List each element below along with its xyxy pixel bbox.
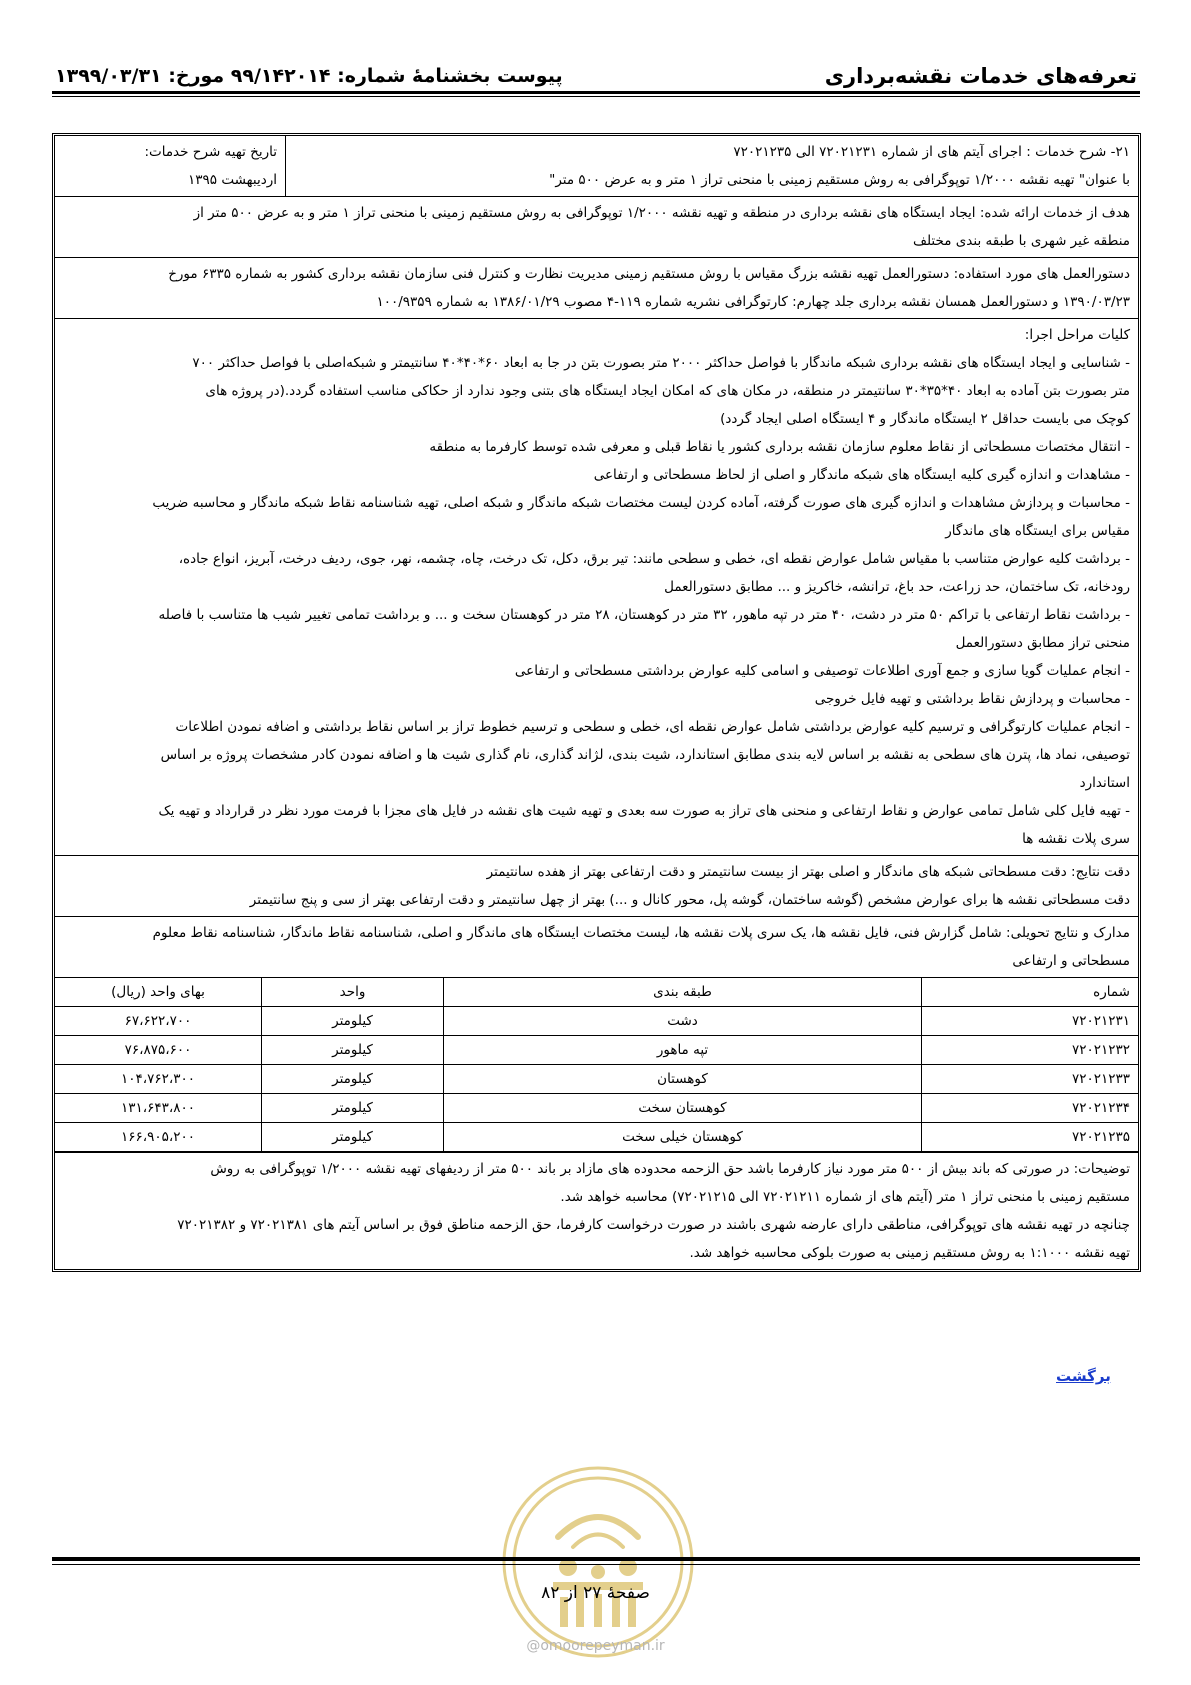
header-number: شماره xyxy=(922,978,1139,1007)
step-line: مقیاس برای ایستگاه های ماندگار xyxy=(945,523,1130,539)
unit: کیلومتر xyxy=(262,1036,444,1065)
unit: کیلومتر xyxy=(262,1123,444,1152)
step-line: - مشاهدات و اندازه گیری کلیه ایستگاه های شبکه ماندگار و اصلی از لحاظ مسطحاتی و ارتفاعی xyxy=(593,467,1130,483)
header-rule-thin xyxy=(52,96,1140,97)
omoore-peyman-seal-logo-icon xyxy=(498,1462,698,1662)
footer-rule-thick xyxy=(52,1557,1140,1561)
step-line: - انتقال مختصات مسطحاتی از نقاط معلوم سازمان نقشه برداری کشور یا نقاط قبلی و معرفی شده توسط کارفرما به منطقه xyxy=(429,439,1130,455)
note-line: تهیه نقشه ۱:۱۰۰۰ به روش مستقیم زمینی به صورت بلوکی محاسبه خواهد شد. xyxy=(689,1245,1130,1261)
step-line: - انجام عملیات کارتوگرافی و ترسیم کلیه عوارض برداشتی شامل عوارض نقطه ای، خطی و سطحی و ترسیم خطوط تراز بر اساس نقاط برداشتی و اضافه نمودن اطلاعات xyxy=(175,719,1130,735)
classification: کوهستان xyxy=(444,1065,922,1094)
table-row xyxy=(55,1036,1138,1065)
step-line: - برداشت نقاط ارتفاعی با تراکم ۵۰ متر در دشت، ۴۰ متر در تپه ماهور، ۳۲ متر در کوهستان، ۲۸ متر در کوهستان سخت و ... و برداشت تمامی تغییر شیب ها متناسب با فاصله xyxy=(158,607,1130,623)
deliverables-section xyxy=(55,917,1138,978)
classification: کوهستان خیلی سخت xyxy=(444,1123,922,1152)
header-unit-price: بهای واحد (ریال) xyxy=(55,978,262,1007)
table-row xyxy=(55,1123,1138,1152)
step-line: - تهیه فایل کلی شامل تمامی عوارض و نقاط ارتفاعی و منحنی های تراز به صورت سه بعدی و تهیه شیت های نقشه در فایل های مجزا با فرمت مورد نظر در قرارداد و تهیه یک xyxy=(158,803,1130,819)
text-line: مدارک و نتایج تحویلی: شامل گزارش فنی، فایل نقشه ها، یک سری پلات نقشه ها، لیست مختصات ایستگاه های ماندگار و اصلی، شناسنامه نقاط ماندگار، شناسنامه نقاط معلوم xyxy=(152,925,1130,941)
text-line: منطقه غیر شهری با طبقه بندی مختلف xyxy=(912,233,1130,249)
step-line: - محاسبات و پردازش نقاط برداشتی و تهیه فایل خروجی xyxy=(814,691,1130,707)
unit-price: ۱۳۱،۶۴۳،۸۰۰ xyxy=(55,1094,262,1123)
text-line: ۱۳۹۰/۰۳/۲۳ و دستورالعمل همسان نقشه برداری جلد چهارم: کارتوگرافی نشریه شماره ۱۱۹-۴ مصوب ۱۳۸۶/۰۱/۲۹ به شماره ۱۰۰/۹۳۵۹ xyxy=(376,294,1130,310)
steps-heading: کلیات مراحل اجرا: xyxy=(1024,327,1130,343)
unit-price: ۶۷،۶۲۲،۷۰۰ xyxy=(55,1007,262,1036)
step-line: - انجام عملیات گویا سازی و جمع آوری اطلاعات توصیفی و اسامی کلیه عوارض برداشتی مسطحاتی و ارتفاعی xyxy=(514,663,1130,679)
item-number: ۷۲۰۲۱۲۳۱ xyxy=(922,1007,1139,1036)
step-line: - شناسایی و ایجاد ایستگاه های نقشه برداری شبکه ماندگار با فواصل حداکثر ۲۰۰۰ متر بصورت بتن در جا به ابعاد ۶۰*۴۰*۴۰ سانتیمتر و شبکه‌اصلی با فواصل حداکثر ۷۰۰ xyxy=(192,355,1130,371)
service-date-label: تاریخ تهیه شرح خدمات: xyxy=(144,144,277,160)
goal-section xyxy=(55,197,1138,258)
table-row xyxy=(55,1007,1138,1036)
step-line: سری پلات نقشه ها xyxy=(1022,831,1130,847)
service-description xyxy=(285,136,1138,196)
instructions-section xyxy=(55,258,1138,319)
text-line: دقت مسطحاتی نقشه ها برای عوارض مشخص (گوشه ساختمان، گوشه پل، محور کانال و ...) بهتر از چهل سانتیمتر و دقت ارتفاعی بهتر از سی و پنج سانتیمتر xyxy=(249,892,1130,908)
unit-price: ۱۶۶،۹۰۵،۲۰۰ xyxy=(55,1123,262,1152)
classification: تپه ماهور xyxy=(444,1036,922,1065)
unit: کیلومتر xyxy=(262,1094,444,1123)
step-line: استاندارد xyxy=(1079,775,1130,791)
text-line: ۲۱- شرح خدمات : اجرای آیتم های از شماره ۷۲۰۲۱۲۳۱ الی ۷۲۰۲۱۲۳۵ xyxy=(733,144,1130,160)
header-rule-thick xyxy=(52,91,1140,94)
step-line: رودخانه، تک ساختمان، حد زراعت، حد باغ، ترانشه، خاکریز و ... مطابق دستورالعمل xyxy=(664,579,1130,595)
service-description-row xyxy=(55,136,1138,197)
page-header xyxy=(55,56,1137,96)
service-date-cell xyxy=(55,136,285,196)
page-title: تعرفه‌های خدمات نقشه‌برداری xyxy=(824,64,1137,88)
item-number: ۷۲۰۲۱۲۳۳ xyxy=(922,1065,1139,1094)
classification: دشت xyxy=(444,1007,922,1036)
notes-section xyxy=(55,1153,1138,1269)
note-line: توضیحات: در صورتی که باند بیش از ۵۰۰ متر مورد نیاز کارفرما باشد حق الزحمه محدوده های مازاد بر باند ۵۰۰ متر از ردیفهای تهیه نقشه ۱/۲۰۰۰ توپوگرافی به روش xyxy=(210,1161,1130,1177)
table-row xyxy=(55,1065,1138,1094)
execution-steps-section xyxy=(55,319,1138,856)
back-link[interactable]: برگشت xyxy=(1056,1367,1111,1385)
footer-rule-thin xyxy=(52,1564,1140,1565)
site-watermark: @omoorepeyman.ir xyxy=(526,1638,665,1654)
price-table xyxy=(55,978,1138,1152)
note-line: مستقیم زمینی با منحنی تراز ۱ متر (آیتم های از شماره ۷۲۰۲۱۲۱۱ الی ۷۲۰۲۱۲۱۵) محاسبه خواهد شد. xyxy=(560,1189,1130,1205)
text-line: با عنوان" تهیه نقشه ۱/۲۰۰۰ توپوگرافی به روش مستقیم زمینی با منحنی تراز ۱ متر و به عرض ۵۰۰ متر" xyxy=(549,172,1130,188)
unit: کیلومتر xyxy=(262,1065,444,1094)
unit-price: ۱۰۴،۷۶۲،۳۰۰ xyxy=(55,1065,262,1094)
item-number: ۷۲۰۲۱۲۳۴ xyxy=(922,1094,1139,1123)
step-line: توصیفی، نماد ها، پترن های سطحی به نقشه بر اساس لایه بندی مطابق استاندارد، شیت بندی، لژاند گذاری، نام گذاری شیت ها و اضافه نمودن کادر مشخصات پروژه بر اساس xyxy=(160,747,1130,763)
service-date-value: اردیبهشت ۱۳۹۵ xyxy=(188,172,277,188)
text-line: هدف از خدمات ارائه شده: ایجاد ایستگاه های نقشه برداری در منطقه و تهیه نقشه ۱/۲۰۰۰ توپوگرافی به روش مستقیم زمینی با منحنی تراز ۱ متر و به عرض ۵۰۰ متر از xyxy=(193,205,1130,221)
header-classification: طبقه بندی xyxy=(444,978,922,1007)
step-line: کوچک می بایست حداقل ۲ ایستگاه ماندگار و ۴ ایستگاه اصلی ایجاد گردد) xyxy=(720,411,1130,427)
unit-price: ۷۶،۸۷۵،۶۰۰ xyxy=(55,1036,262,1065)
step-line: - برداشت کلیه عوارض متناسب با مقیاس شامل عوارض نقطه ای، خطی و سطحی مانند: تیر برق، دکل، تک درخت، چاه، چشمه، نهر، جوی، ردیف درخت، آبریز، انواع جاده، xyxy=(178,551,1130,567)
item-number: ۷۲۰۲۱۲۳۲ xyxy=(922,1036,1139,1065)
service-sheet xyxy=(52,133,1141,1272)
step-line: منحنی تراز مطابق دستورالعمل xyxy=(955,635,1130,651)
step-line: متر بصورت بتن آماده به ابعاد ۴۰*۳۵*۳۰ سانتیمتر در منطقه، در مکان های که امکان ایجاد ایستگاه های بتنی وجود ندارد از حکاکی مناسب استفاده گردد.(در پروژه های xyxy=(205,383,1130,399)
header-unit: واحد xyxy=(262,978,444,1007)
classification: کوهستان سخت xyxy=(444,1094,922,1123)
price-table-section xyxy=(55,978,1138,1153)
text-line: دستورالعمل های مورد استفاده: دستورالعمل تهیه نقشه بزرگ مقیاس با روش مستقیم زمینی مدیریت نظارت و کنترل فنی سازمان نقشه برداری کشور به شماره ۶۳۳۵ مورخ xyxy=(168,266,1130,282)
accuracy-section xyxy=(55,856,1138,917)
note-line: چنانچه در تهیه نقشه های توپوگرافی، مناطقی دارای عارضه شهری باشند در صورت درخواست کارفرما، حق الزحمه مناطق فوق بر اساس آیتم های ۷۲۰۲۱۳۸۱ و ۷۲۰۲۱۳۸۲ xyxy=(177,1217,1130,1233)
table-row xyxy=(55,1094,1138,1123)
circular-reference: پیوست بخشنامهٔ شماره: ۹۹/۱۴۲۰۱۴ مورخ: ۱۳۹۹/۰۳/۳۱ xyxy=(55,65,563,87)
unit: کیلومتر xyxy=(262,1007,444,1036)
page-number: صفحهٔ ۲۷ از ۸۲ xyxy=(541,1583,650,1603)
price-table-header xyxy=(55,978,1138,1007)
step-line: - محاسبات و پردازش مشاهدات و اندازه گیری های صورت گرفته، آماده کردن لیست مختصات شبکه ماندگار و شبکه اصلی، تهیه شناسنامه نقاط شبکه ماندگار و محاسبه ضریب xyxy=(152,495,1130,511)
item-number: ۷۲۰۲۱۲۳۵ xyxy=(922,1123,1139,1152)
text-line: دقت نتایج: دقت مسطحاتی شبکه های ماندگار و اصلی بهتر از بیست سانتیمتر و دقت ارتفاعی بهتر از هفده سانتیمتر xyxy=(486,864,1130,880)
text-line: مسطحاتی و ارتفاعی xyxy=(1012,953,1130,969)
